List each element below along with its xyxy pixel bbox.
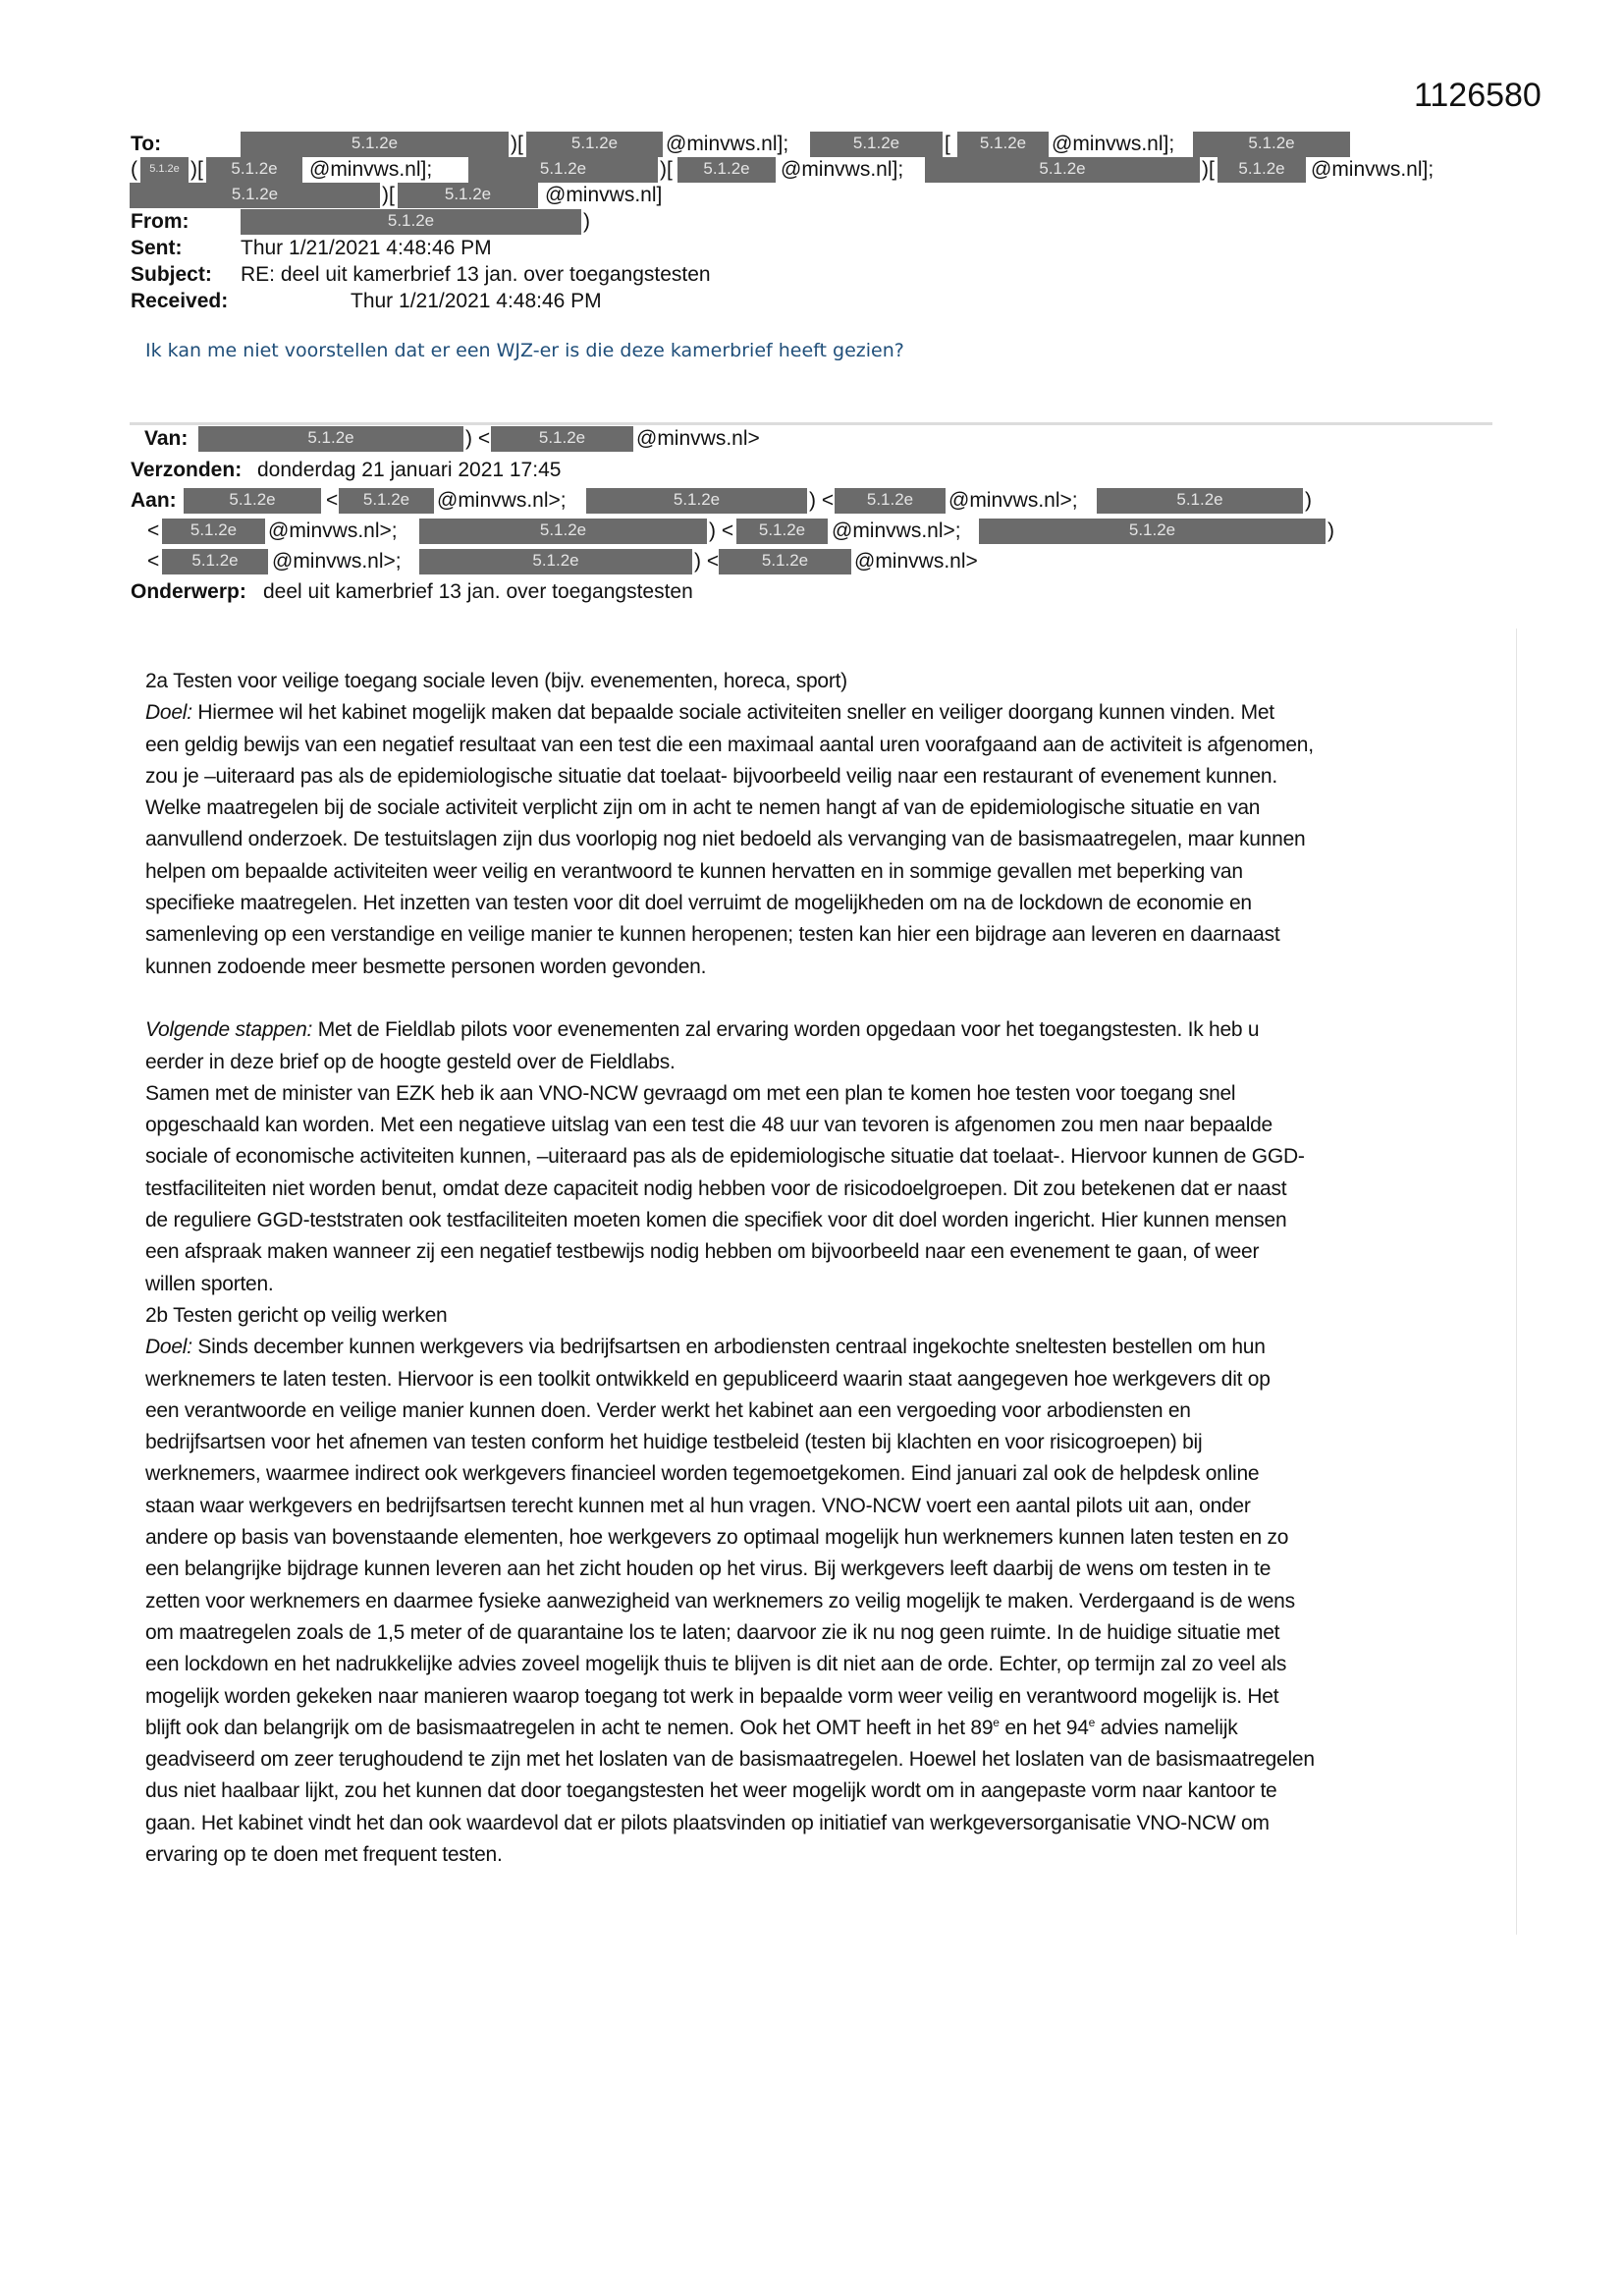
ordinal-superscript: e xyxy=(1088,1715,1096,1729)
section-label: Volgende stappen: xyxy=(145,1018,313,1042)
redaction-box: 5.1.2e xyxy=(468,157,658,183)
redaction-box: 5.1.2e xyxy=(925,157,1200,183)
body-line xyxy=(145,1776,1315,1807)
body-text: advies namelijk xyxy=(1095,1716,1238,1739)
redaction-box: 5.1.2e xyxy=(140,157,189,183)
body-text: werknemers, waarmee indirect ook werkgevers financieel worden tegemoetgekomen. Eind januari zal ook de helpdesk online xyxy=(145,1462,1260,1486)
redaction-box: 5.1.2e xyxy=(835,488,946,514)
body-text: specifieke maatregelen. Het inzetten van testen voor dit doel verruimt de mogelijkheden om na de lockdown de economie en xyxy=(145,892,1252,915)
sep: ) xyxy=(583,210,590,233)
body-line xyxy=(145,1713,1315,1744)
redaction-box: 5.1.2e xyxy=(957,132,1049,157)
email-domain: @minvws.nl] xyxy=(545,184,663,206)
body-text: Sinds december kunnen werkgevers via bedrijfsartsen en arbodiensten centraal ingekochte sneltesten bestellen om hun xyxy=(191,1336,1266,1359)
body-text: een afspraak maken wanneer zij een negatief testbewijs nodig hebben om bijvoorbeeld naar een evenement te gaan, of weer xyxy=(145,1240,1260,1264)
subject-label: Subject: xyxy=(131,263,212,286)
body-text: een verantwoorde en veilige manier kunnen doen. Verder werkt het kabinet aan een vergoeding voor arbodiensten en xyxy=(145,1398,1191,1422)
redaction-box: 5.1.2e xyxy=(491,426,633,452)
redaction-box: 5.1.2e xyxy=(398,183,538,208)
body-text: testfaciliteiten niet worden benut, omdat deze capaciteit nodig hebben voor de risicodoelgroepen. Dit zou betekenen dat er naast xyxy=(145,1176,1287,1200)
body-line xyxy=(145,761,1315,793)
body-line xyxy=(145,1649,1315,1680)
body-text: ervaring op te doen met frequent testen. xyxy=(145,1842,503,1866)
email-domain: @minvws.nl> xyxy=(636,427,760,450)
body-line xyxy=(145,1332,1315,1363)
body-line xyxy=(145,697,1315,729)
redaction-box: 5.1.2e xyxy=(198,426,463,452)
sep: ) < xyxy=(709,519,734,542)
sep: )[ xyxy=(382,184,395,206)
body-line xyxy=(145,919,1315,951)
redaction-box: 5.1.2e xyxy=(1193,132,1350,157)
body-line xyxy=(145,1174,1315,1205)
sent-label: Sent: xyxy=(131,237,183,259)
onderwerp-value: deel uit kamerbrief 13 jan. over toegangstesten xyxy=(263,580,693,603)
body-text: samenleving op een verstandige en veilige manier te kunnen heropenen; testen kan hier een bijdrage aan leveren en daarnaast xyxy=(145,923,1280,947)
body-text: 2b Testen gericht op veilig werken xyxy=(145,1303,448,1327)
email-domain: @minvws.nl]; xyxy=(309,158,433,181)
aan-label: Aan: xyxy=(131,489,177,512)
email-domain: @minvws.nl>; xyxy=(272,550,402,573)
redaction-box: 5.1.2e xyxy=(162,549,268,574)
van-label: Van: xyxy=(144,427,189,450)
body-text: Met de Fieldlab pilots voor evenementen zal ervaring worden opgedaan voor het toegangstesten. Ik heb u xyxy=(312,1018,1260,1042)
body-text: gaan. Het kabinet vindt het dan ook waardevol dat er pilots plaatsvinden op initiatief van werkgeversorganisatie VNO-NCW om xyxy=(145,1811,1270,1834)
email-domain: @minvws.nl> xyxy=(854,550,978,573)
body-text: een belangrijke bijdrage kunnen leveren aan het zicht houden op het virus. Bij werkgevers leeft daarbij de wens om testen in te xyxy=(145,1558,1272,1581)
document-number: 1126580 xyxy=(1414,77,1542,114)
redaction-box: 5.1.2e xyxy=(1097,488,1303,514)
email-domain: @minvws.nl]; xyxy=(1311,158,1435,181)
body-line xyxy=(145,730,1315,761)
body-line xyxy=(145,1839,1315,1871)
body-line xyxy=(145,888,1315,919)
body-text: Samen met de minister van EZK heb ik aan VNO-NCW gevraagd om met een plan te komen hoe testen voor toegang snel xyxy=(145,1081,1236,1105)
email-domain: @minvws.nl>; xyxy=(948,489,1078,512)
sep: [ xyxy=(945,133,950,155)
body-text: andere op basis van bovenstaande elementen, hoe werkgevers zo optimaal mogelijk hun werknemers kunnen laten testen en zo xyxy=(145,1526,1289,1550)
body-line xyxy=(145,1427,1315,1458)
body-line xyxy=(145,1110,1315,1141)
body-line xyxy=(145,1078,1315,1110)
body-line xyxy=(145,1522,1315,1554)
body-line xyxy=(145,1014,1315,1046)
redaction-box: 5.1.2e xyxy=(206,157,302,183)
email-domain: @minvws.nl>; xyxy=(437,489,567,512)
body-text: mogelijk worden gekeken naar manieren waarop toegang tot werk in bepaalde vorm weer veilig en verantwoord mogelijk is. Het xyxy=(145,1684,1279,1708)
body-text: 2a Testen voor veilige toegang sociale leven (bijv. evenementen, horeca, sport) xyxy=(145,670,847,692)
body-text: staan waar werkgevers en bedrijfsartsen terecht kunnen met al hun vragen. VNO-NCW voert een aantal pilots uit aan, onder xyxy=(145,1494,1251,1517)
body-line xyxy=(145,1491,1315,1522)
body-text: helpen om bepaalde activiteiten weer veilig en verantwoord te kunnen hervatten en in sommige gevallen met beperking van xyxy=(145,859,1243,883)
redaction-box: 5.1.2e xyxy=(241,209,581,235)
body-line xyxy=(145,1586,1315,1617)
redaction-box: 5.1.2e xyxy=(526,132,663,157)
sep: ) < xyxy=(465,427,491,450)
body-line xyxy=(145,1141,1315,1173)
redaction-box: 5.1.2e xyxy=(586,488,807,514)
body-line xyxy=(145,1617,1315,1649)
redaction-box: 5.1.2e xyxy=(736,519,828,544)
body-line xyxy=(145,856,1315,888)
body-text: een geldig bewijs van een negatief resultaat van een test die een maximaal aantal uren voorafgaand aan de activiteit is afgenomen, xyxy=(145,733,1314,756)
redaction-box: 5.1.2e xyxy=(979,519,1326,544)
body-line xyxy=(145,1269,1315,1300)
body-line xyxy=(145,1236,1315,1268)
body-text: kunnen zodoende meer besmette personen worden gevonden. xyxy=(145,955,707,978)
section-label: Doel: xyxy=(145,1336,192,1359)
body-text: opgeschaald kan worden. Met een negatieve uitslag van een test die 48 uur van tevoren is afgenomen zou men naar bepaalde xyxy=(145,1114,1272,1137)
body-line xyxy=(145,1808,1315,1839)
sep: < xyxy=(147,550,160,573)
redaction-box: 5.1.2e xyxy=(339,488,434,514)
sep: ( xyxy=(131,158,137,181)
sep: ) xyxy=(1305,489,1312,512)
to-label: To: xyxy=(131,133,162,155)
body-line xyxy=(145,1364,1315,1395)
email-domain: @minvws.nl]; xyxy=(1052,133,1175,155)
body-text: sociale of economische activiteiten kunnen, –uiteraard pas als de epidemiologische situatie dat toelaat-. Hiervoor kunnen de GGD- xyxy=(145,1145,1305,1169)
message-body xyxy=(145,666,1315,1871)
body-line xyxy=(145,1047,1315,1078)
ordinal-superscript: e xyxy=(993,1715,1000,1729)
email-domain: @minvws.nl>; xyxy=(832,519,961,542)
verzonden-value: donderdag 21 januari 2021 17:45 xyxy=(257,459,562,481)
sent-value: Thur 1/21/2021 4:48:46 PM xyxy=(241,237,492,259)
sep: ) < xyxy=(694,550,720,573)
redaction-box: 5.1.2e xyxy=(677,157,776,183)
body-text: dus niet haalbaar lijkt, zou het kunnen dat door toegangstesten het weer mogelijk wordt om in aangepaste vorm naar kantoor te xyxy=(145,1779,1277,1803)
redaction-box: 5.1.2e xyxy=(810,132,943,157)
body-line xyxy=(145,1300,1315,1332)
body-line xyxy=(145,1205,1315,1236)
body-text: willen sporten. xyxy=(145,1272,274,1295)
body-text: de reguliere GGD-teststraten ook testfaciliteiten moeten komen die specifiek voor dit doel worden ingericht. Hier kunnen mensen xyxy=(145,1209,1287,1232)
section-label: Doel: xyxy=(145,701,192,725)
body-text: zou je –uiteraard pas als de epidemiologische situatie dat toelaat- bijvoorbeeld veilig naar een restaurant of evenement kunnen. xyxy=(145,764,1277,788)
email-domain: @minvws.nl]; xyxy=(781,158,904,181)
onderwerp-label: Onderwerp: xyxy=(131,580,246,603)
body-text: zetten voor werknemers en daarmee fysieke aanwezigheid van werknemers zo veilig mogelijk te maken. Verdergaand is de wens xyxy=(145,1589,1295,1613)
redaction-box: 5.1.2e xyxy=(241,132,509,157)
body-text: bedrijfsartsen voor het afnemen van testen conform het huidige testbeleid (testen bij klachten en voor risicogroepen) bij xyxy=(145,1431,1203,1454)
body-line xyxy=(145,666,1315,697)
body-line xyxy=(145,824,1315,855)
email-domain: @minvws.nl>; xyxy=(268,519,398,542)
body-text: Hiermee wil het kabinet mogelijk maken dat bepaalde sociale activiteiten sneller en veiliger doorgang kunnen vinden. Met xyxy=(191,701,1274,725)
sep: )[ xyxy=(1202,158,1215,181)
body-line xyxy=(145,1554,1315,1585)
body-text: om maatregelen zoals de 1,5 meter of de quarantaine los te laten; daarvoor zie ik nu nog geen ruimte. In de huidige situatie met xyxy=(145,1620,1280,1644)
redaction-box: 5.1.2e xyxy=(184,488,321,514)
redaction-box: 5.1.2e xyxy=(419,549,692,574)
divider xyxy=(130,422,1492,425)
sep: < xyxy=(326,489,339,512)
body-text: blijft ook dan belangrijk om de basismaatregelen in acht te nemen. Ook het OMT heeft in het 89 xyxy=(145,1716,994,1739)
body-text: een lockdown en het nadrukkelijke advies zoveel mogelijk thuis te blijven is dit niet aan de orde. Echter, op termijn zal zo veel als xyxy=(145,1653,1287,1676)
reply-message: Ik kan me niet voorstellen dat er een WJZ-er is die deze kamerbrief heeft gezien? xyxy=(145,340,904,361)
body-text: Welke maatregelen bij de sociale activiteit verplicht zijn om in acht te nemen hangt af van de epidemiologische situatie en van xyxy=(145,796,1261,820)
redaction-box: 5.1.2e xyxy=(1218,157,1306,183)
email-domain: @minvws.nl]; xyxy=(666,133,789,155)
body-line xyxy=(145,1395,1315,1427)
redaction-box: 5.1.2e xyxy=(130,183,380,208)
sep: )[ xyxy=(660,158,673,181)
from-label: From: xyxy=(131,210,189,233)
verzonden-label: Verzonden: xyxy=(131,459,243,481)
body-line xyxy=(145,1681,1315,1713)
redaction-box: 5.1.2e xyxy=(419,519,707,544)
sep: < xyxy=(147,519,160,542)
received-label: Received: xyxy=(131,290,229,312)
redaction-box: 5.1.2e xyxy=(162,519,265,544)
body-line xyxy=(145,1458,1315,1490)
redaction-box: 5.1.2e xyxy=(719,549,851,574)
body-text: werknemers te laten testen. Hiervoor is een toolkit ontwikkeld en gepubliceerd waarin staat aangegeven hoe werkgevers dit op xyxy=(145,1367,1271,1391)
body-text: aanvullend onderzoek. De testuitslagen zijn dus voorlopig nog niet bedoeld als vervanging van de basismaatregelen, maar kunnen xyxy=(145,828,1306,851)
sep: ) < xyxy=(809,489,835,512)
sep: ) xyxy=(1327,519,1334,542)
body-text: en het 94 xyxy=(999,1716,1089,1739)
body-line xyxy=(145,793,1315,824)
body-line xyxy=(145,952,1315,983)
sep: )[ xyxy=(190,158,203,181)
body-text: geadviseerd om zeer terughoudend te zijn met het loslaten van de basismaatregelen. Hoewel het loslaten van de basismaatregelen xyxy=(145,1748,1315,1772)
sep: )[ xyxy=(511,133,523,155)
received-value: Thur 1/21/2021 4:48:46 PM xyxy=(351,290,602,312)
blank-line xyxy=(145,983,1315,1014)
body-text: eerder in deze brief op de hoogte gesteld over de Fieldlabs. xyxy=(145,1050,676,1073)
subject-value: RE: deel uit kamerbrief 13 jan. over toegangstesten xyxy=(241,263,711,286)
body-line xyxy=(145,1744,1315,1776)
